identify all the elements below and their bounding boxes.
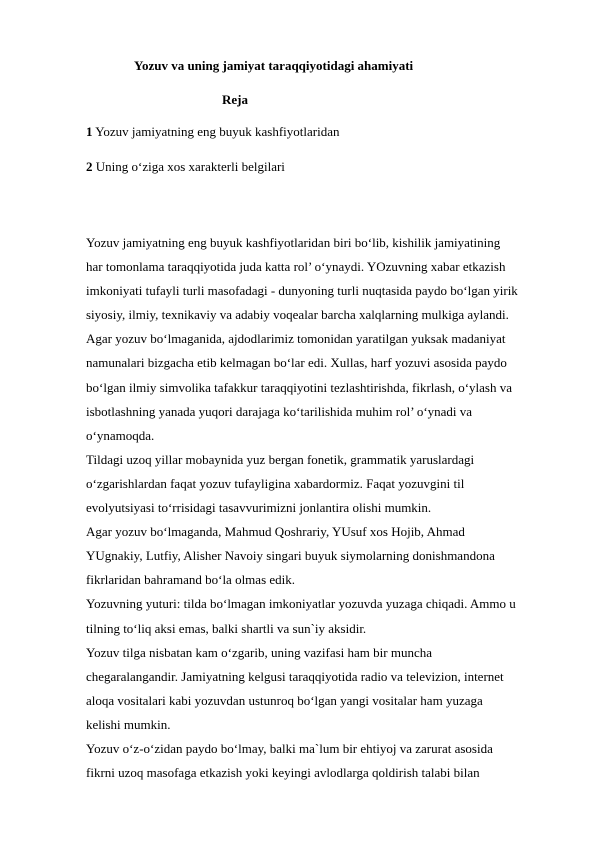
plan-item	[86, 159, 285, 175]
body-line: kelishi mumkin.	[86, 716, 171, 732]
body-line: evolyutsiyasi to‘rrisidagi tasavvurimizni jonlantira olishi mumkin.	[86, 500, 432, 516]
body-line: Yozuvning yuturi: tilda bo‘lmagan imkoniyatlar yozuvda yuzaga chiqadi. Ammo u	[86, 596, 516, 612]
body-line: isbotlashning yanada yuqori darajaga ko‘tarilishida muhim rol’ o‘ynadi va	[86, 403, 473, 419]
plan-item	[86, 124, 339, 140]
body-line: Yozuv tilga nisbatan kam o‘zgarib, uning vazifasi ham bir muncha	[86, 644, 432, 660]
body-line: Agar yozuv bo‘lmaganda, Mahmud Qoshrariy, YUsuf xos Hojib, Ahmad	[86, 524, 465, 540]
body-line: tilning to‘liq aksi emas, balki shartli va sun`iy aksidir.	[86, 620, 367, 636]
body-line: har tomonlama taraqqiyotida juda katta rol’ o‘ynaydi. YOzuvning xabar etkazish	[86, 259, 506, 275]
body-line: Yozuv jamiyatning eng buyuk kashfiyotlaridan biri bo‘lib, kishilik jamiyatining	[86, 235, 501, 250]
body-line: Tildagi uzoq yillar mobaynida yuz bergan fonetik, grammatik yaruslardagi	[86, 451, 475, 467]
plan-heading: Reja	[222, 92, 248, 107]
body-line: Agar yozuv bo‘lmaganida, ajdodlarimiz tomonidan yaratilgan yuksak madaniyat	[86, 331, 506, 347]
body-line: imkoniyati tufayli turli masofadagi - dunyoning turli nuqtasida paydo bo‘lgan yirik	[86, 283, 518, 299]
plan-item-text: Uning o‘ziga xos xarakterli belgilari	[92, 159, 285, 174]
body-line: fikrni uzoq masofaga etkazish yoki keyingi avlodlarga qoldirish talabi bilan	[86, 765, 480, 781]
body-text	[86, 231, 562, 785]
body-line: siyosiy, ilmiy, texnikaviy va adabiy voqealar barcha xalqlarning mulkiga aylandi.	[86, 307, 509, 323]
plan-item-number: 2	[86, 159, 93, 174]
body-line: o‘zgarishlardan faqat yozuv tufayligina xabardormiz. Faqat yozuvgini til	[86, 475, 465, 491]
body-line: namunalari bizgacha etib kelmagan bo‘lar edi. Xullas, harf yozuvi asosida paydo	[86, 355, 507, 371]
body-line: aloqa vositalari kabi yozuvdan ustunroq bo‘lgan yangi vositalar ham yuzaga	[86, 692, 483, 708]
body-line: Yozuv o‘z-o‘zidan paydo bo‘lmay, balki ma`lum bir ehtiyoj va zarurat asosida	[86, 740, 493, 756]
body-line: YUgnakiy, Lutfiy, Alisher Navoiy singari buyuk siymolarning donishmandona	[86, 548, 495, 564]
plan-item-number: 1	[86, 124, 93, 139]
body-line: o‘ynamoqda.	[86, 427, 155, 443]
body-line: fikrlaridan bahramand bo‘la olmas edik.	[86, 572, 296, 588]
body-line: chegaralangandir. Jamiyatning kelgusi taraqqiyotida radio va televizion, internet	[86, 668, 504, 684]
body-line: bo‘lgan ilmiy simvolika tafakkur taraqqiyotini tezlashtirishda, fikrlash, o‘ylash va	[86, 379, 513, 395]
plan-item-text: Yozuv jamiyatning eng buyuk kashfiyotlaridan	[92, 124, 340, 139]
document-title: Yozuv va uning jamiyat taraqqiyotidagi ahamiyati	[134, 58, 414, 73]
